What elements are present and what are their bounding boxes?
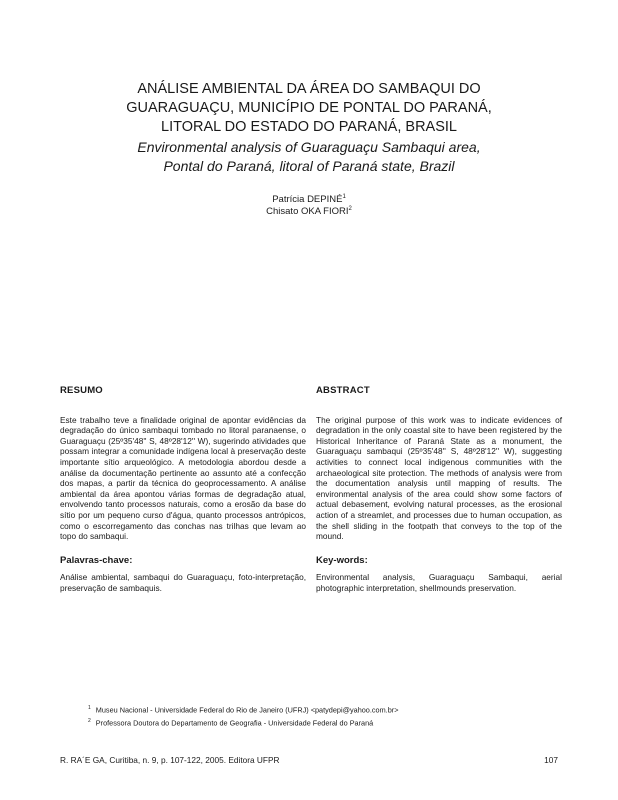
paper-title (60, 80, 558, 137)
paper-subtitle (60, 138, 558, 176)
subtitle-line: Pontal do Paraná, litoral of Paraná state, Brazil (163, 158, 455, 174)
author-footnote-marker: 1 (342, 193, 346, 200)
resumo-heading: RESUMO (60, 385, 103, 396)
author (60, 206, 558, 218)
author-name: Patrícia DEPINÉ (272, 194, 343, 205)
journal-citation: R. RA´E GA, Curitiba, n. 9, p. 107-122, 2005. Editora UFPR (60, 755, 280, 765)
keywords-text: Environmental analysis, Guaraguaçu Sambaqui, aerial photographic interpretation, shellmounds preservation. (316, 572, 562, 593)
abstract-text: The original purpose of this work was to indicate evidences of degradation in the only coastal site to have been registered by the Historical Inheritance of Paraná State as a monument, the Guaraguaçu sambaqui (25º35'48'' S, 48º28'12'' W), suggesting activities to connect local indigenous communities with the archaeological site protection. The methods of analysis were from the documentation analysis until mapping of results. The environmental analysis of the area could show some factors of actual debasement, evolving natural processes, as the erosional action of a streamlet, and processes due to human occupation, as the shell sliding in the footpath that conveys to the top of the mound. (316, 414, 562, 542)
footnotes (88, 703, 548, 729)
subtitle-line: Environmental analysis of Guaraguaçu Sambaqui area, (137, 139, 481, 155)
author-list (60, 194, 558, 218)
footnote (88, 703, 548, 716)
author (60, 194, 558, 206)
author-footnote-marker: 2 (348, 205, 352, 212)
title-line: GUARAGUAÇU, MUNICÍPIO DE PONTAL DO PARANÁ, (126, 100, 492, 116)
palavras-chave-text: Análise ambiental, sambaqui do Guaraguaçu, foto-interpretação, preservação de sambaquis. (60, 572, 306, 593)
abstract-column (316, 386, 562, 594)
abstract-heading: ABSTRACT (316, 385, 370, 396)
title-line: LITORAL DO ESTADO DO PARANÁ, BRASIL (161, 119, 457, 135)
keywords-heading: Key-words: (316, 554, 368, 566)
resumo-text: Este trabalho teve a finalidade original de apontar evidências da degradação do único sambaqui tombado no litoral paranaense, o Guaraguaçu (25º35'48'' S, 48º28'12'' W), sugerindo atividades que possam integrar a comunidade indígena local à preservação deste importante sítio arqueológico. A metodologia abordou desde a análise da documentação pertinente ao assunto até a confecção dos mapas, a partir da técnica do geoprocessamento. A análise ambiental da área apontou várias formas de degradação atual, envolvendo tanto processos naturais, como a erosão da base do sítio por um pequeno curso d'água, quanto processos antrópicos, como o escorregamento das conchas nas trilhas que levam ao topo do sambaqui. (60, 414, 306, 542)
author-name: Chisato OKA FIORI (266, 206, 349, 217)
title-line: ANÁLISE AMBIENTAL DA ÁREA DO SAMBAQUI DO (137, 81, 481, 97)
footnote (88, 716, 548, 729)
palavras-chave-heading: Palavras-chave: (60, 554, 133, 566)
footnote-number: 2 (88, 717, 91, 724)
footnote-number: 1 (88, 705, 91, 711)
page-number: 107 (544, 755, 558, 765)
footnote-text: Museu Nacional - Universidade Federal do Rio de Janeiro (UFRJ) <patydepi@yahoo.com.br> (95, 705, 399, 715)
footnote-text: Professora Doutora do Departamento de Geografia - Universidade Federal do Paraná (95, 718, 374, 728)
resumo-column (60, 386, 306, 594)
